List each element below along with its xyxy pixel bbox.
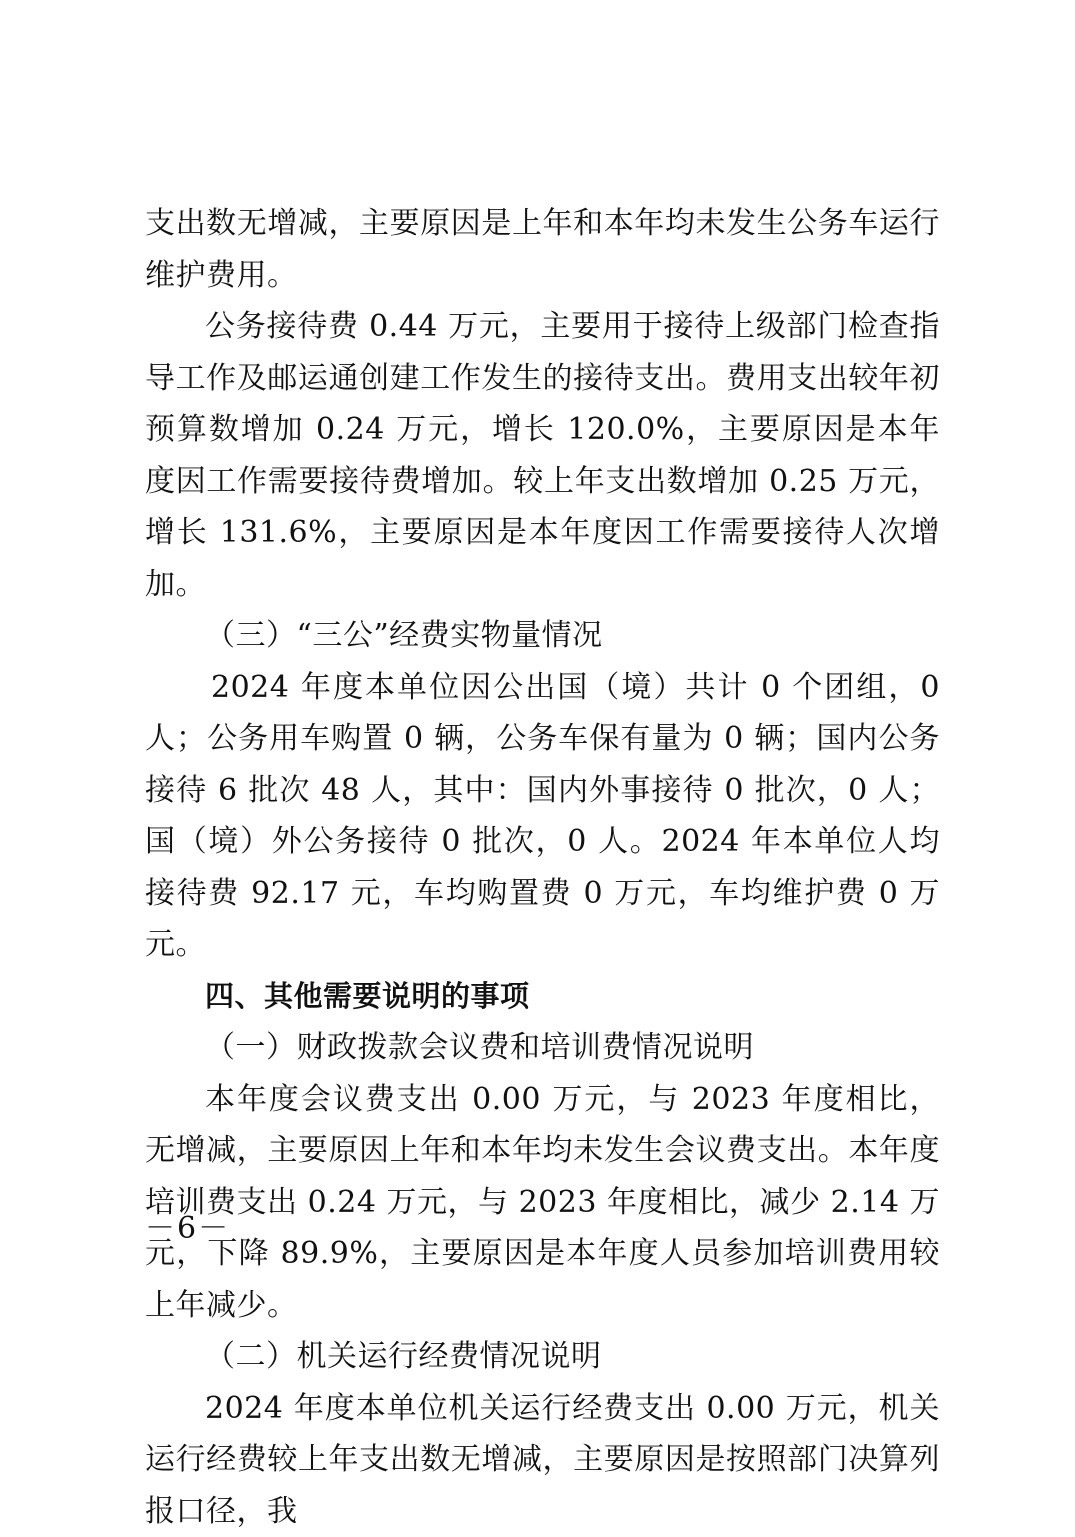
subsection-heading-meeting-training: （一）财政拨款会议费和培训费情况说明 (145, 1022, 940, 1074)
paragraph-reception-fees: 公务接待费 0.44 万元，主要用于接待上级部门检查指导工作及邮运通创建工作发生的接待支出。费用支出较年初预算数增加 0.24 万元，增长 120.0%，主要原因是本年度因工作需要接待费增加。较上年支出数增加 0.25 万元，增长 131.6%，主要原因是本年度因工作需要接待人次增加。 (145, 301, 940, 610)
paragraph-physical-quantity: 2024 年度本单位因公出国（境）共计 0 个团组，0 人；公务用车购置 0 辆，公务车保有量为 0 辆；国内公务接待 6 批次 48 人，其中：国内外事接待 0 批次，0 人；国（境）外公务接待 0 批次，0 人。2024 年本单位人均接待费 92.17 元，车均购置费 0 万元，车均维护费 0 万元。 (145, 662, 940, 971)
page-number: －6－ (145, 1203, 230, 1247)
section-heading-physical-quantity: （三）“三公”经费实物量情况 (145, 610, 940, 662)
paragraph-vehicle-maintenance: 支出数无增减，主要原因是上年和本年均未发生公务车运行维护费用。 (145, 198, 940, 301)
section-heading-other-matters: 四、其他需要说明的事项 (145, 971, 940, 1023)
subsection-heading-operating-funds: （二）机关运行经费情况说明 (145, 1331, 940, 1383)
body-text (145, 198, 940, 1537)
paragraph-meeting-training: 本年度会议费支出 0.00 万元，与 2023 年度相比，无增减，主要原因上年和本年均未发生会议费支出。本年度培训费支出 0.24 万元，与 2023 年度相比，减少 2.14 万元，下降 89.9%，主要原因是本年度人员参加培训费用较上年减少。 (145, 1074, 940, 1332)
paragraph-operating-funds: 2024 年度本单位机关运行经费支出 0.00 万元，机关运行经费较上年支出数无增减，主要原因是按照部门决算列报口径，我 (145, 1383, 940, 1537)
